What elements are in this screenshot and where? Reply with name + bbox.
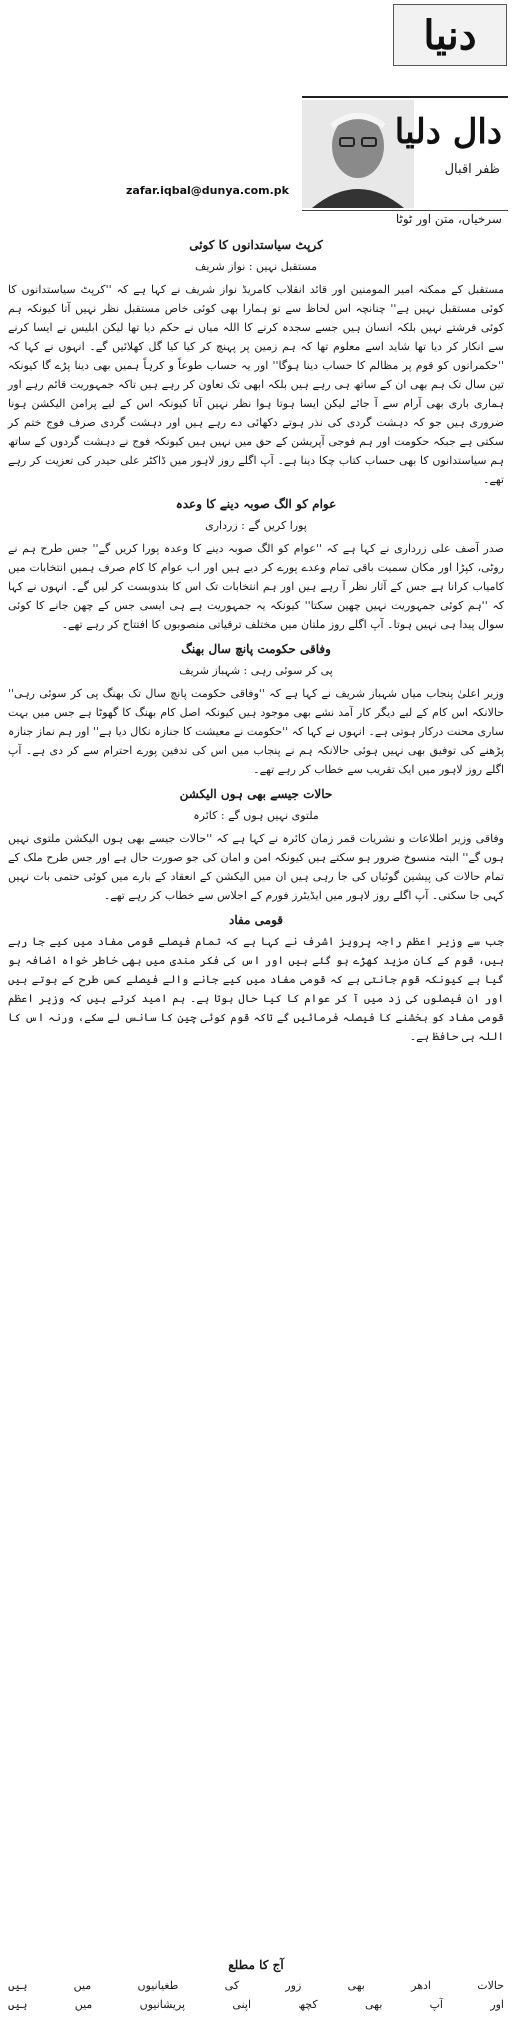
verse-word: ہیں [8, 1979, 28, 1992]
column-author: ظفر اقبال [444, 162, 500, 177]
section-subheadline: مستقبل نہیں : نواز شریف [195, 260, 317, 273]
verse-word: بھی [347, 1979, 365, 1992]
verse-word: اپنی [232, 1998, 252, 2011]
section-paragraph: جب سے وزیر اعظم راجہ پرویز اشرف نے کہا ہے کہ تمام فیصلے قومی مفاد میں کیے جا رہے ہیں، قوم کے کان مزید کھڑے ہو گئے ہیں اور اس کی فکر مندی میں بھی خاطر خواہ اضافہ ہو گیا ہے کیونکہ قوم جانتی ہے کہ قومی مفاد میں کیے جانے والے فیصلے کس طرح کے ہوتے ہیں اور ان فیصلوں کی زد میں آ کر عوام کا کیا حال ہوتا ہے۔ ہم امید کرتے ہیں کہ وزیر اعظم قومی مفاد کو بخشنے کا فیصلہ فرمائیں گے تاکہ قوم کوئی چین کا سانس لے سکے، ورنہ اس کا اللہ ہی حافظ ہے۔ [8, 935, 504, 1043]
section-paragraph: صدر آصف علی زرداری نے کہا ہے کہ ''عوام کو الگ صوبہ دینے کا وعدہ پورا کریں گے'' جس طرح ہم نے روٹی، کپڑا اور مکان سمیت باقی تمام وعدے پورے کر دیے ہیں اور اب عوام کا کام صرف ہمیں انتخابات میں کامیاب کرانا ہے جس کے آثار نظر آ رہے ہیں اور ہم انتخابات تک اس کا بندوبست کر لیں گے۔ انہوں نے کہا کہ ''ہم کوئی جمہوریت نہیں چھین سکتا'' کیونکہ یہ جمہوریت ہے ہی ایسی جس کے چھن جانے کا کوئی سوال پیدا ہی نہیں ہوتا۔ آپ اگلے روز ملتان میں مختلف ترقیاتی منصوبوں کا افتتاح کر رہے تھے۔ [8, 542, 504, 631]
verse-word: بھی [364, 1998, 383, 2011]
verse-word: میں [73, 1979, 92, 1992]
section-3 [8, 640, 504, 779]
verse-word: ادھر [411, 1979, 431, 1992]
verse-word: حالات [477, 1979, 504, 1992]
author-email: zafar.iqbal@dunya.com.pk [126, 184, 289, 197]
verse-word: کچھ [298, 1998, 318, 2011]
poetry-title: آج کا مطلع [228, 1958, 284, 1972]
section-headline: حالات جیسے بھی ہوں الیکشن [179, 787, 333, 801]
column-header [302, 96, 508, 211]
section-2 [8, 495, 504, 634]
section-5 [8, 911, 504, 1046]
verse-word: میں [74, 1998, 93, 2011]
section-subheadline: پورا کریں گے : زرداری [205, 519, 307, 532]
section-paragraph: وفاقی وزیر اطلاعات و نشریات قمر زمان کائرہ نے کہا ہے کہ ''حالات جیسے بھی ہوں الیکشن ملتوی نہیں ہوں گے'' البتہ منسوخ ضرور ہو سکتے ہیں کیونکہ امن و امان کی جو صورت حال ہے اور جس طرح ملک کے تمام حالات کی پیشین گوئیاں کی جا رہی ہیں ان میں الیکشن کے انعقاد کے بارے میں کوئی حتمی بات نہیں کہی جا سکتی۔ آپ اگلے روز لاہور میں ایڈیٹرز فورم کے اجلاس سے خطاب کر رہے تھے۔ [8, 832, 504, 902]
verse-word: آپ [429, 1998, 443, 2011]
section-headline: عوام کو الگ صوبہ دینے کا وعدہ [175, 497, 337, 511]
section-paragraph: مستقبل کے ممکنہ امیر المومنین اور قائد انقلاب کامریڈ نواز شریف نے کہا ہے کہ ''کرپٹ سیاستدانوں کا کوئی مستقبل نہیں ہے'' چنانچہ اس لحاظ سے تو ہمارا بھی کوئی خاص مستقبل نظر نہیں آتا کیونکہ ہم کوئی فرشتے نہیں بلکہ انسان ہیں جسے سجدہ کرنے کا اللہ میاں نے حکم دیا تھا لیکن ابلیس نے ایسا کرنے سے انکار کر دیا تھا شاید اسے معلوم تھا کہ ہم زمین پر پہنچ کر کیا کیا گل کھلائیں گے۔ انہوں نے کہا کہ ''حکمرانوں کو قوم پر مظالم کا حساب دینا ہوگا'' اور یہ حساب طوعاً و کرہاً ہمیں بھی دینا پڑے گا کیونکہ تین سال تک ہم بھی ان کے ساتھ ہی رہے ہیں بلکہ ابھی تک تعاون کر رہے ہیں تاکہ جمہوریت قائم رہے اور ہماری باری بھی آرام سے آ جائے لیکن ایسا ہوتا ہوا نظر نہیں آتا کیونکہ اس کے لیے پرامن الیکشن ہونا ضروری ہیں جو کہ دہشت گردی کی نذر ہوتے دکھائی دے رہے ہیں اور دہشت گردی صرف فوج ختم کر سکتی ہے جبکہ حکومت اور ہم فوجی آپریشن کے حق میں نہیں ہیں کیونکہ فوج نے دہشت گردوں کے ساتھ ہم سیاستدانوں کا بھی حساب کتاب چکا دینا ہے۔ آپ اگلے روز لاہور میں ڈاکٹر علی حیدر کی تعزیت کر رہے تھے۔ [8, 283, 504, 486]
poetry-box [8, 1958, 504, 2014]
verse-line-2 [8, 1995, 504, 2014]
section-1 [8, 236, 504, 489]
verse-word: کی [224, 1979, 240, 1992]
section-4 [8, 785, 504, 905]
verse-word: اور [490, 1998, 504, 2011]
verse-line-1 [8, 1976, 504, 1995]
column-title: دال دلیا [394, 112, 502, 152]
verse-word: پریشانیوں [139, 1998, 186, 2011]
section-headline: کرپٹ سیاستدانوں کا کوئی [189, 238, 323, 252]
section-paragraph: وزیر اعلیٰ پنجاب میاں شہباز شریف نے کہا ہے کہ ''وفاقی حکومت پانچ سال تک بھنگ پی کر سوئی رہی'' حالانکہ اس کام کے لیے دیگر کار آمد نشے بھی موجود ہیں کیونکہ اصل کام بھنگ کا گھوٹا ہے جس میں بہت ساری محنت درکار ہوتی ہے۔ انہوں نے کہا کہ ''حکومت نے معیشت کا جنازہ نکال دیا ہے'' اور ہم نماز جنازہ پڑھنے کی توفیق بھی نہیں ہوئی حالانکہ ہم نے پنجاب میں اس کی تدفین پورے احترام سے کر دی ہے۔ آپ اگلے روز لاہور میں ایک تقریب سے خطاب کر رہے تھے۔ [8, 687, 504, 776]
newspaper-logo: دنیا [393, 4, 507, 66]
section-headline: وفاقی حکومت پانچ سال بھنگ [181, 642, 331, 656]
column-heading: سرخیاں، متن اور ٹوٹا [395, 212, 502, 226]
section-subheadline: پی کر سوئی رہی : شہباز شریف [179, 664, 333, 677]
verse-word: طغیانیوں [137, 1979, 179, 1992]
section-headline: قومی مفاد [228, 913, 284, 927]
verse-word: زور [285, 1979, 302, 1992]
article-body [8, 230, 504, 1050]
newspaper-masthead [392, 4, 508, 82]
verse-word: ہیں [8, 1998, 28, 2011]
section-subheadline: ملتوی نہیں ہوں گے : کائرہ [193, 809, 319, 822]
